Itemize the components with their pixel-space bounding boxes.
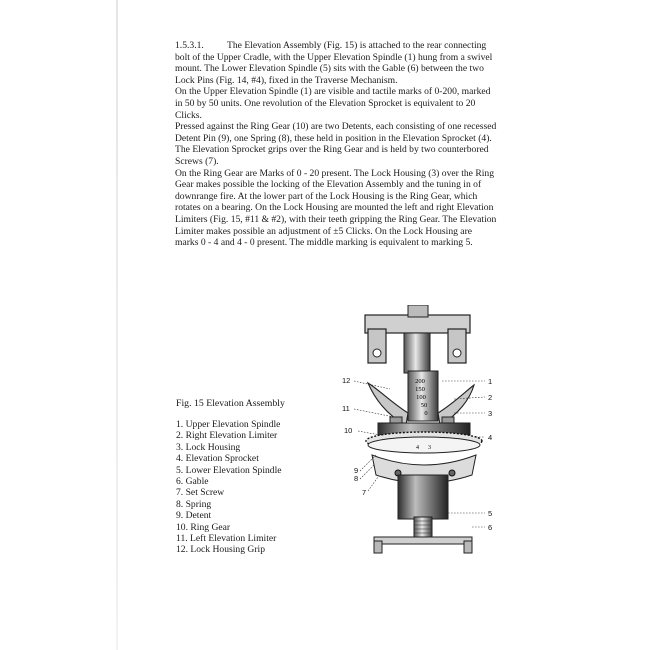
- paragraph-4: On the Ring Gear are Marks of 0 - 20 present. The Lock Housing (3) over the Ring Gear makes possible the locking of the Elevation Assembly and the tuning in of downrange fire. At the lower part of the Lock Housing is the Ring Gear, which rotates on a bearing. On the Lock Housing are mounted the left and right Elevation Limiters (Fig. 15, #11 & #2), with their teeth gripping the Ring Gear. The Elevation Limiter makes possible an adjustment of ±5 Clicks. On the Lock Housing are marks 0 - 4 and 4 - 0 present. The middle marking is equivalent to marking 5.: [175, 167, 497, 249]
- ring-gear: [366, 423, 482, 453]
- paragraph-1-text: The Elevation Assembly (Fig. 15) is attached to the rear connecting bolt of the Upper Cradle, with the Upper Elevation Spindle (1) hung from a swivel mount. The Lower Elevation Spindle (5) sits with the Gable (6) between the two Lock Pins (Fig. 14, #4), fixed in the Traverse Mechanism.: [175, 40, 493, 86]
- page-edge: [116, 0, 118, 650]
- legend-item: 6. Gable: [176, 476, 209, 488]
- legend-item: 12. Lock Housing Grip: [176, 544, 265, 556]
- callout-8: 8: [354, 474, 359, 483]
- scale-mark: 50: [420, 402, 428, 409]
- legend-item: 7. Set Screw: [176, 487, 225, 499]
- legend-item: 10. Ring Gear: [176, 521, 231, 533]
- body-text: [175, 40, 497, 249]
- legend-item: 5. Lower Elevation Spindle: [176, 464, 282, 476]
- scale-mark: 150: [415, 386, 425, 393]
- callout-7: 7: [362, 488, 367, 497]
- figure-caption: Fig. 15 Elevation Assembly: [176, 398, 285, 409]
- callout-12: 12: [342, 376, 351, 385]
- paragraph-2: On the Upper Elevation Spindle (1) are visible and tactile marks of 0-200, marked in 50 by 50 units. One revolution of the Elevation Sprocket is equivalent to 20 Clicks.: [175, 86, 491, 121]
- elevation-assembly-drawing: [330, 305, 500, 555]
- ring-mark: 4: [416, 445, 419, 451]
- legend-item: 4. Elevation Sprocket: [176, 453, 259, 465]
- scale-mark: 100: [416, 394, 426, 401]
- callout-1: 1: [488, 377, 493, 386]
- lower-elevation-spindle: [398, 475, 448, 541]
- legend-item: 3. Lock Housing: [176, 441, 241, 453]
- ring-mark: 3: [428, 445, 431, 451]
- callout-3: 3: [488, 409, 493, 418]
- paragraph-3: Pressed against the Ring Gear (10) are two Detents, each consisting of one recessed Detent Pin (9), one Spring (8), these held in position in the Elevation Sprocket (4). The Elevation Sprocket grips over the Ring Gear and is held by two counterbored Screws (7).: [175, 121, 497, 167]
- upper-elevation-spindle: [404, 333, 438, 421]
- callout-9: 9: [354, 466, 359, 475]
- paragraph-1: [175, 40, 497, 86]
- elevation-assembly-figure: [330, 305, 500, 555]
- legend-item: 9. Detent: [176, 510, 212, 522]
- scale-mark: 0: [424, 410, 428, 417]
- legend-item: 8. Spring: [176, 498, 212, 510]
- callout-4: 4: [488, 433, 493, 442]
- callout-6: 6: [488, 523, 493, 532]
- figure-legend: [176, 419, 282, 556]
- callout-5: 5: [488, 509, 493, 518]
- scale-mark: 200: [415, 378, 425, 385]
- legend-item: 1. Upper Elevation Spindle: [176, 419, 281, 430]
- callout-10: 10: [344, 426, 353, 435]
- legend-item: 11. Left Elevation Limiter: [176, 533, 277, 545]
- legend-item: 2. Right Elevation Limiter: [176, 430, 278, 442]
- gable: [374, 537, 472, 553]
- section-number: 1.5.3.1.: [175, 40, 204, 51]
- callout-2: 2: [488, 393, 493, 402]
- callout-11: 11: [342, 404, 350, 413]
